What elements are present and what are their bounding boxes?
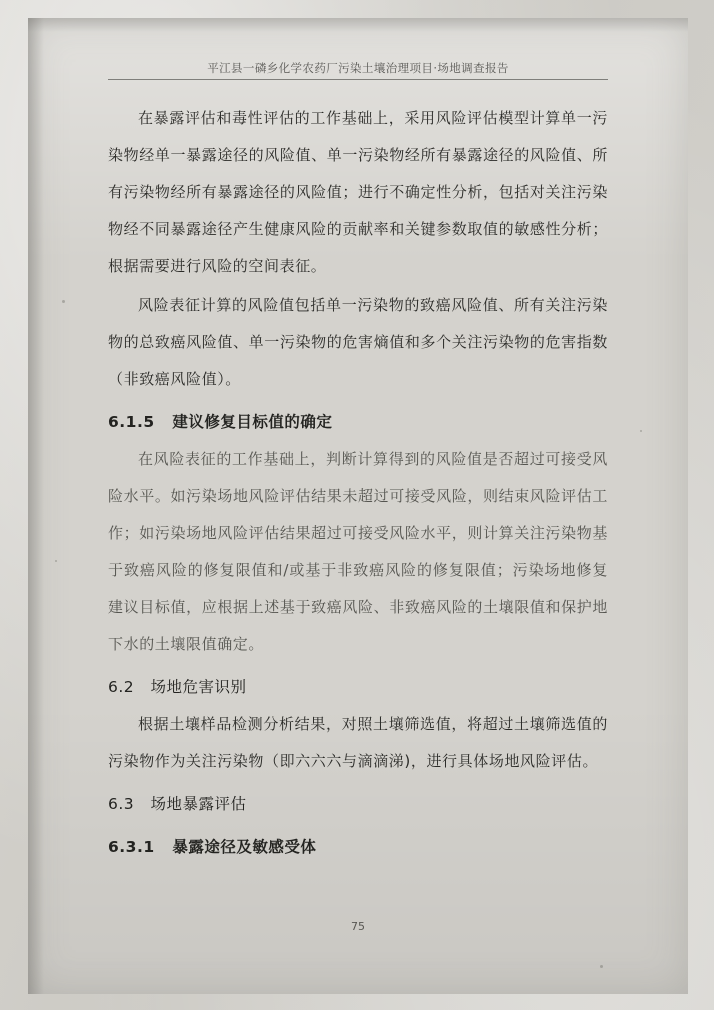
page-number: 75 [351,920,365,933]
scan-speckle [640,430,642,432]
section-heading-6-3-1 [108,829,608,866]
paragraph: 在风险表征的工作基础上，判断计算得到的风险值是否超过可接受风险水平。如污染场地风险评估结果未超过可接受风险，则结束风险评估工作；如污染场地风险评估结果超过可接受风险水平，则计算关注污染物基于致癌风险的修复限值和/或基于非致癌风险的修复限值；污染场地修复建议目标值，应根据上述基于致癌风险、非致癌风险的土壤限值和保护地下水的土壤限值确定。 [108,450,608,653]
section-title: 场地危害识别 [150,678,247,696]
scan-speckle [55,560,57,562]
paragraph: 在暴露评估和毒性评估的工作基础上，采用风险评估模型计算单一污染物经单一暴露途径的风险值、单一污染物经所有暴露途径的风险值、所有污染物经所有暴露途径的风险值；进行不确定性分析，包括对关注污染物经不同暴露途径产生健康风险的贡献率和关键参数取值的敏感性分析；根据需要进行风险的空间表征。 [108,109,608,275]
section-title: 建议修复目标值的确定 [172,413,333,431]
section-title: 场地暴露评估 [150,795,247,813]
running-header: 平江县一磷乡化学农药厂污染土壤治理项目·场地调查报告 [108,60,608,80]
paragraph: 根据土壤样品检测分析结果，对照土壤筛选值，将超过土壤筛选值的污染物作为关注污染物（即六六六与滴滴涕)，进行具体场地风险评估。 [108,715,608,770]
section-number: 6.3.1 [108,838,155,856]
section-heading-6-1-5 [108,404,608,441]
scan-speckle [600,965,603,968]
section-number: 6.2 [108,678,135,696]
body-text [108,100,608,866]
section-heading-6-3 [108,786,608,823]
paragraph: 风险表征计算的风险值包括单一污染物的致癌风险值、所有关注污染物的总致癌风险值、单一污染物的危害熵值和多个关注污染物的危害指数（非致癌风险值）。 [108,296,608,388]
section-number: 6.3 [108,795,135,813]
scan-speckle [62,300,65,303]
section-number: 6.1.5 [108,413,155,431]
section-heading-6-2 [108,669,608,706]
document-text-column [108,60,608,933]
section-title: 暴露途径及敏感受体 [172,838,317,856]
